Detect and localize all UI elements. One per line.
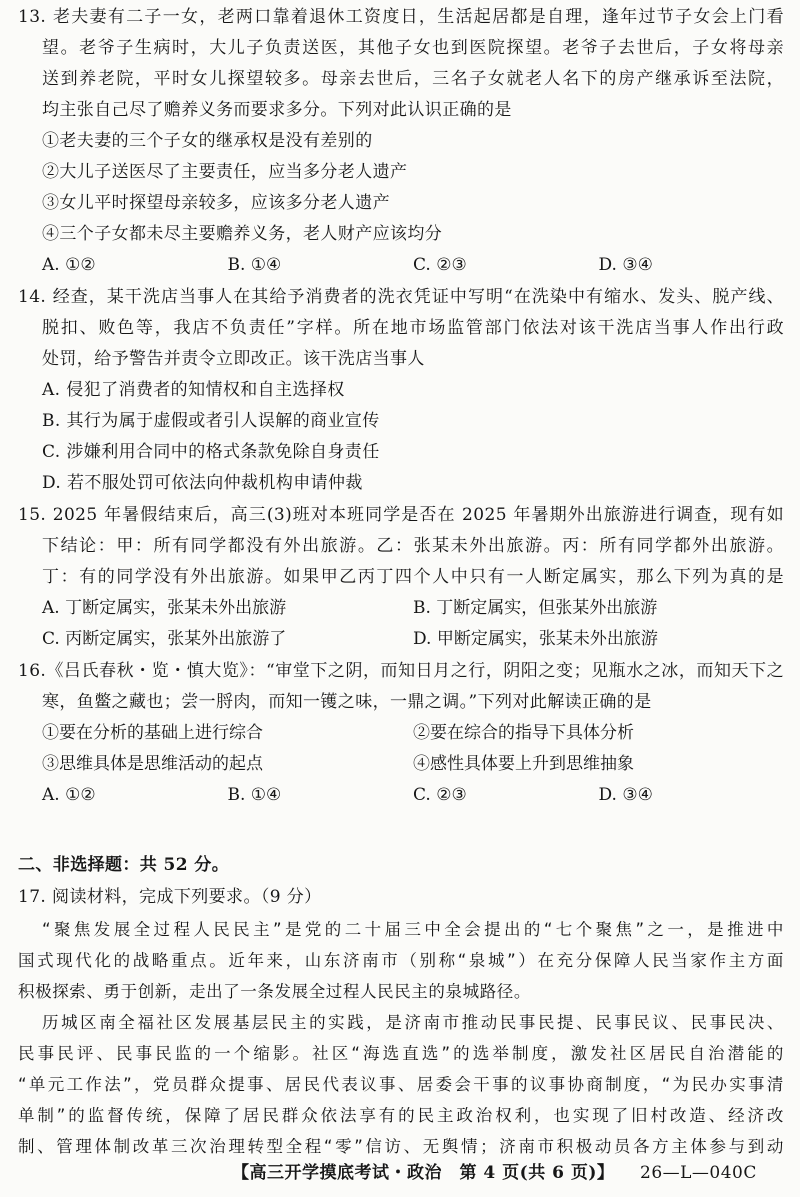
q14-stem-line: 处罚，给予警告并责令立即改正。该干洗店当事人 [42,349,425,369]
q17-material [18,914,784,1162]
section-heading: 二、非选择题：共 52 分。 [18,855,230,875]
q13-statement: ③女儿平时探望母亲较多，应该多分老人遗产 [42,193,390,213]
q13-statement: ②大儿子送医尽了主要责任，应当多分老人遗产 [42,162,408,182]
q15-stem-line: 下结论：甲：所有同学都没有外出旅游。乙：张某未外出旅游。丙：所有同学都外出旅游。 [42,536,784,556]
q14-option-d[interactable]: D. 若不服处罚可依法向仲裁机构申请仲裁 [42,473,363,493]
q14-stem-line: 14. 经查，某干洗店当事人在其给予消费者的洗衣凭证中写明“在洗染中有缩水、发头、脱产线、 [18,287,784,307]
footer-title: 【高三开学摸底考试・政治 第 4 页(共 6 页)】 [232,1163,615,1183]
q15-stem-line: 15. 2025 年暑假结束后，高三(3)班对本班同学是否在 2025 年暑期外出旅游进行调查，现有如 [18,505,784,525]
q13-stem-line: 送到养老院，平时女儿探望较多。母亲去世后，三名子女就老人名下的房产继承诉至法院， [42,69,784,89]
q16-statement: ②要在综合的指导下具体分析 [413,723,634,743]
q15-option-b[interactable]: B. 丁断定属实，但张某外出旅游 [413,598,658,618]
question-17-stem [18,882,784,913]
q16-stem-line: 寒，鱼鳖之藏也；尝一脟肉，而知一镬之味，一鼎之调。”下列对此解读正确的是 [42,692,652,712]
material-line: “聚焦发展全过程人民民主”是党的二十届三中全会提出的“七个聚焦”之一，是推进中 [42,920,784,939]
q15-stem-line: 丁：有的同学没有外出旅游。如果甲乙丙丁四个人中只有一人断定属实，那么下列为真的是 [42,567,784,587]
q13-stem-line: 13. 老夫妻有二子一女，老两口靠着退休工资度日，生活起居都是自理，逢年过节子女会上门看 [18,7,784,27]
material-line: “单元工作法”，党员群众提事、居民代表议事、居委会干事的议事协商制度，“为民办实事清 [18,1075,784,1094]
q13-option-a[interactable]: A. ①② [42,255,96,275]
q15-options-row [18,624,784,655]
q15-option-a[interactable]: A. 丁断定属实，张某未外出旅游 [42,598,287,618]
material-line: 国式现代化的战略重点。近年来，山东济南市（别称“泉城”）在充分保障人民当家作主方面 [18,951,784,970]
q16-options [18,780,784,811]
q13-stem-line: 望。老爷子生病时，大儿子负责送医，其他子女也到医院探望。老爷子去世后，子女将母亲 [42,38,784,58]
question-14 [18,282,784,499]
q13-option-c[interactable]: C. ②③ [413,255,467,275]
q15-option-c[interactable]: C. 丙断定属实，张某外出旅游了 [42,629,287,649]
q14-option-b[interactable]: B. 其行为属于虚假或者引人误解的商业宣传 [42,411,380,431]
q14-option-a[interactable]: A. 侵犯了消费者的知情权和自主选择权 [42,380,345,400]
question-13 [18,2,784,281]
q14-stem-line: 脱扣、败色等，我店不负责任”字样。所在地市场监管部门依法对该干洗店当事人作出行政 [42,318,784,338]
q13-option-b[interactable]: B. ①④ [227,255,282,275]
q16-option-d[interactable]: D. ③④ [598,785,653,805]
q16-option-b[interactable]: B. ①④ [227,785,282,805]
q16-statement: ①要在分析的基础上进行综合 [42,723,263,743]
q16-statements-row [18,749,784,780]
q14-option-c[interactable]: C. 涉嫌利用合同中的格式条款免除自身责任 [42,442,380,462]
question-15 [18,500,784,655]
q17-stem: 17. 阅读材料，完成下列要求。（9 分） [18,887,322,907]
q16-option-c[interactable]: C. ②③ [413,785,467,805]
material-line: 民事民评、民事民监的一个缩影。社区“海选直选”的选举制度，激发社区居民自治潜能的 [18,1044,784,1063]
q16-statement: ④感性具体要上升到思维抽象 [413,754,634,774]
q16-stem-line: 16.《吕氏春秋・览・慎大览》：“审堂下之阴，而知日月之行，阴阳之变；见瓶水之冰，而知天下之 [18,661,784,681]
q13-stem-line: 均主张自己尽了赡养义务而要求多分。下列对此认识正确的是 [42,100,512,120]
material-line: 历城区南全福社区发展基层民主的实践，是济南市推动民事民提、民事民议、民事民决、 [42,1013,784,1032]
q16-statements-row [18,718,784,749]
q13-option-d[interactable]: D. ③④ [598,255,653,275]
material-line: 单制”的监督传统，保障了居民群众依法享有的民主政治权利，也实现了旧村改造、经济改 [18,1106,784,1125]
q13-options [18,250,784,281]
material-line: 积极探索、勇于创新，走出了一条发展全过程人民民主的泉城路径。 [18,982,531,1001]
q13-statement: ①老夫妻的三个子女的继承权是没有差别的 [42,131,373,151]
q16-statement: ③思维具体是思维活动的起点 [42,754,263,774]
q15-options-row [18,593,784,624]
material-line: 制、管理体制改革三次治理转型全程“零”信访、无舆情；济南市积极动员各方主体参与到动 [18,1137,784,1156]
question-16 [18,656,784,811]
q16-option-a[interactable]: A. ①② [42,785,96,805]
q15-option-d[interactable]: D. 甲断定属实，张某未外出旅游 [413,629,658,649]
footer-code: 26—L—040C [640,1163,757,1183]
page-footer [0,1158,800,1188]
q13-statement: ④三个子女都未尽主要赡养义务，老人财产应该均分 [42,224,443,244]
